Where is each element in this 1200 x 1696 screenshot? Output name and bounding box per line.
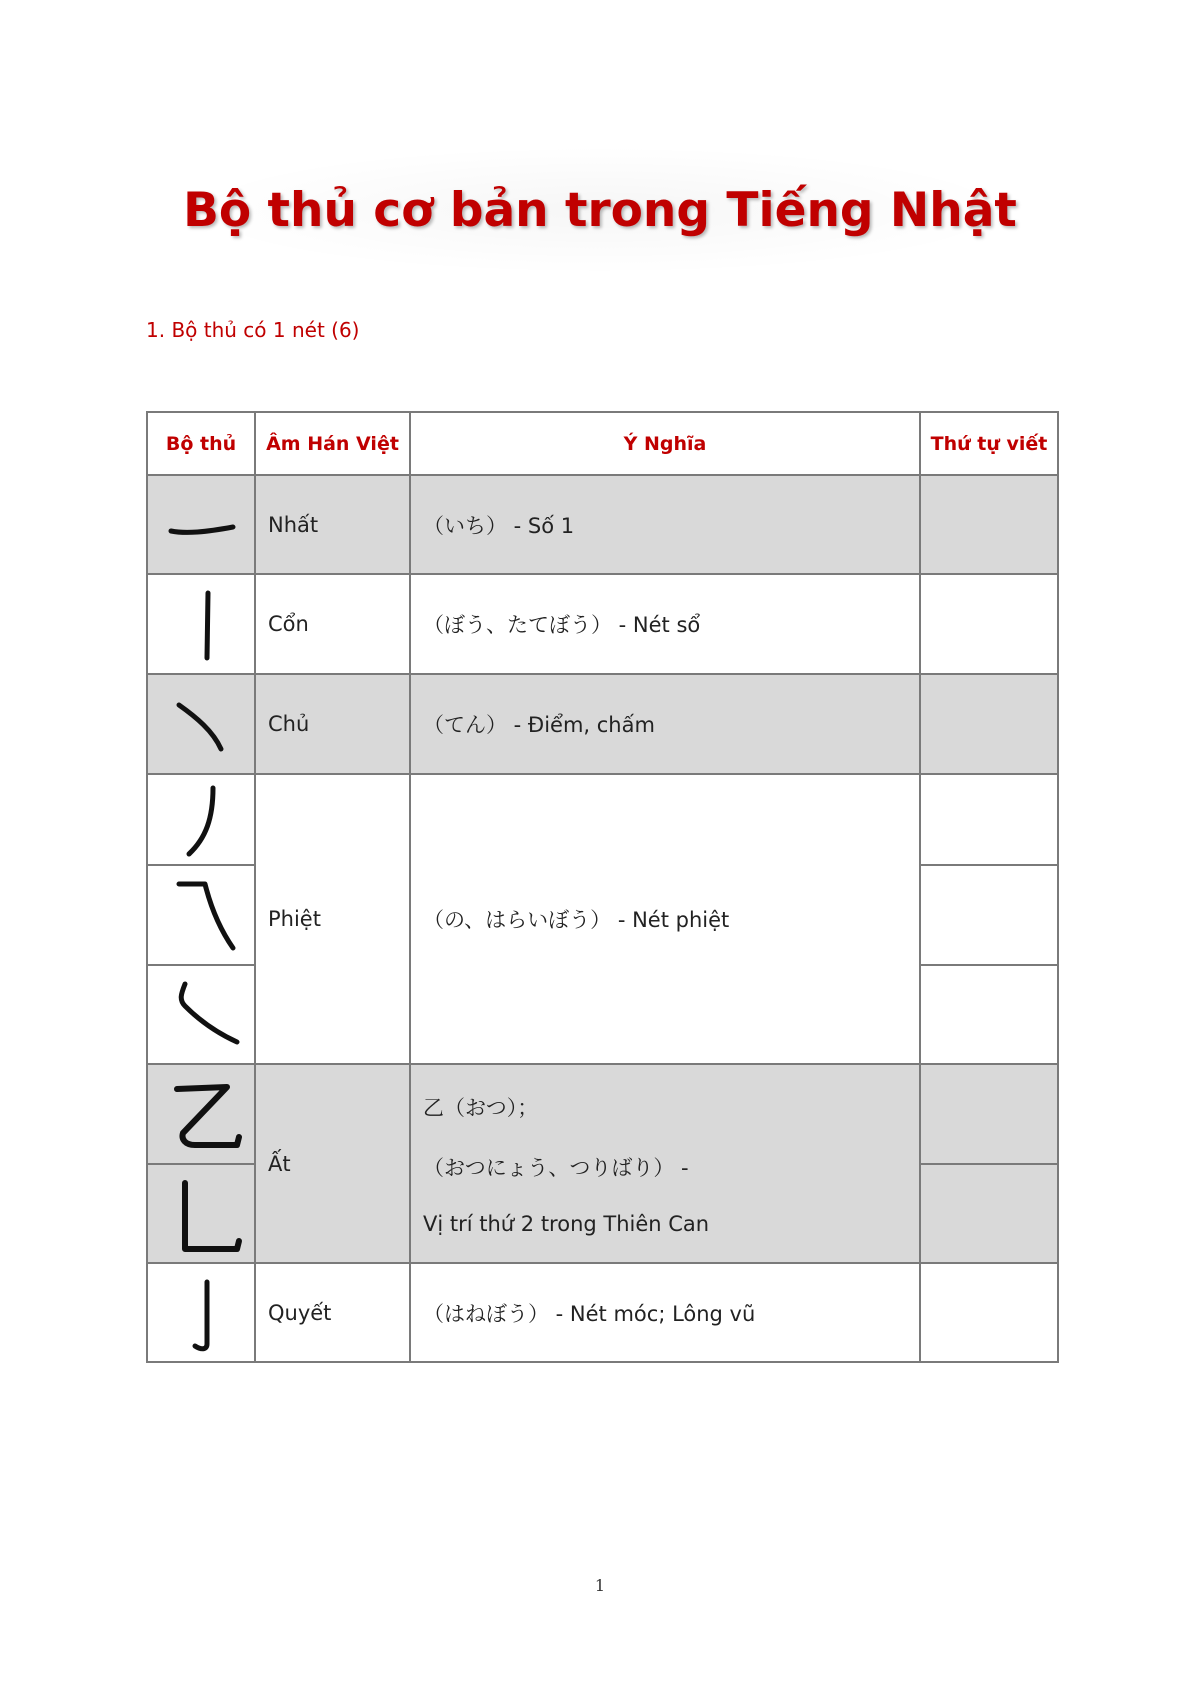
meaning-cell: （はねぼう） - Nét móc; Lông vũ	[410, 1263, 920, 1362]
table-row	[147, 475, 1058, 574]
stroke-order-cell	[920, 574, 1058, 674]
radical-glyph-cell	[147, 965, 255, 1064]
han-viet-cell: Ất	[255, 1064, 410, 1263]
meaning-line: 乙（おつ）；	[423, 1095, 539, 1120]
han-viet-cell: Chủ	[255, 674, 410, 774]
table-row	[147, 1064, 1058, 1164]
meaning-spacer	[423, 1182, 919, 1212]
meaning-cell: （いち） - Số 1	[410, 475, 920, 574]
meaning-line: Vị trí thứ 2 trong Thiên Can	[423, 1211, 710, 1236]
header-meaning: Ý Nghĩa	[410, 412, 920, 475]
section-heading: 1. Bộ thủ có 1 nét (6)	[146, 318, 360, 342]
stroke-order-cell	[920, 865, 1058, 965]
table-header-row	[147, 412, 1058, 475]
stroke-order-cell	[920, 965, 1058, 1064]
table-row	[147, 674, 1058, 774]
radical-chu-glyph	[151, 679, 251, 769]
radical-at-glyph-2	[151, 1169, 251, 1259]
meaning-cell: （ぼう、たてぼう） - Nét sổ	[410, 574, 920, 674]
table-row	[147, 1263, 1058, 1362]
header-han-viet: Âm Hán Việt	[255, 412, 410, 475]
han-viet-cell: Cổn	[255, 574, 410, 674]
stroke-order-cell	[920, 674, 1058, 774]
radical-glyph-cell	[147, 774, 255, 865]
stroke-order-cell	[920, 774, 1058, 865]
stroke-order-cell	[920, 1064, 1058, 1164]
radical-phiet-glyph-3	[151, 970, 251, 1060]
radical-glyph-cell	[147, 475, 255, 574]
radical-glyph-cell	[147, 865, 255, 965]
radical-nhat-glyph	[151, 495, 251, 555]
han-viet-cell: Phiệt	[255, 774, 410, 1064]
meaning-cell: （の、はらいぼう） - Nét phiệt	[410, 774, 920, 1064]
meaning-spacer	[423, 1122, 919, 1152]
radical-phiet-glyph-1	[151, 778, 251, 862]
stroke-order-cell	[920, 1164, 1058, 1263]
page-title: Bộ thủ cơ bản trong Tiếng Nhật	[180, 145, 1020, 275]
radicals-table	[146, 411, 1059, 1363]
stroke-order-cell	[920, 1263, 1058, 1362]
header-stroke-order: Thứ tự viết	[920, 412, 1058, 475]
radical-glyph-cell	[147, 1064, 255, 1164]
table-row	[147, 574, 1058, 674]
radical-glyph-cell	[147, 1164, 255, 1263]
radical-at-glyph-1	[151, 1069, 251, 1159]
page-number: 1	[594, 1576, 606, 1595]
radical-glyph-cell	[147, 574, 255, 674]
meaning-line: （おつにょう、つりばり） -	[423, 1155, 689, 1180]
radical-glyph-cell	[147, 674, 255, 774]
meaning-cell: （てん） - Điểm, chấm	[410, 674, 920, 774]
meaning-cell	[410, 1064, 920, 1263]
radical-quyet-glyph	[151, 1268, 251, 1358]
header-radical: Bộ thủ	[147, 412, 255, 475]
radical-con-glyph	[151, 579, 251, 669]
han-viet-cell: Quyết	[255, 1263, 410, 1362]
radical-phiet-glyph-2	[151, 870, 251, 960]
radical-glyph-cell	[147, 1263, 255, 1362]
han-viet-cell: Nhất	[255, 475, 410, 574]
stroke-order-cell	[920, 475, 1058, 574]
table-row	[147, 774, 1058, 865]
